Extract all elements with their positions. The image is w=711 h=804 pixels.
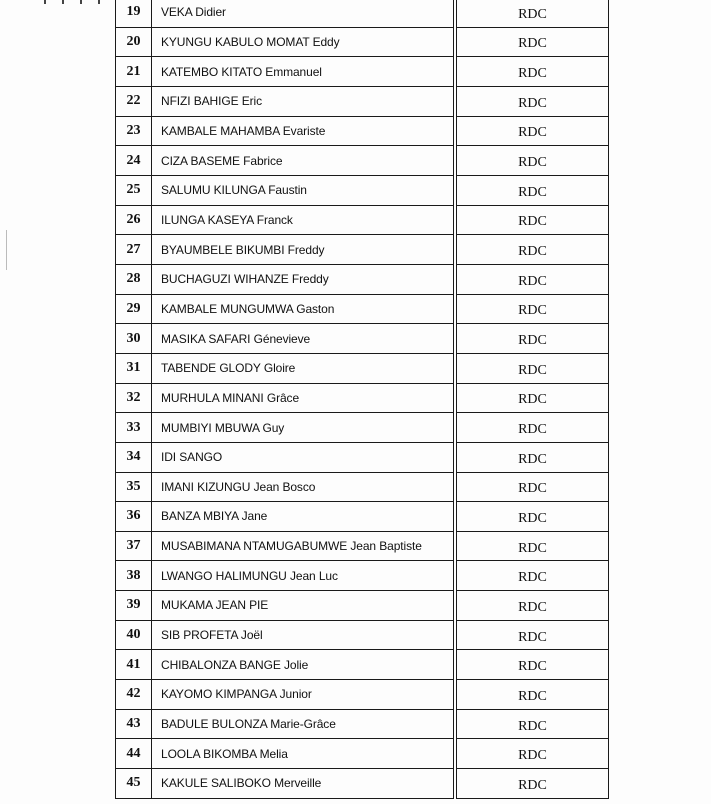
participant-name: IMANI KIZUNGU Jean Bosco <box>152 472 454 502</box>
participant-country-cell <box>457 769 609 799</box>
participant-country-cell <box>457 264 609 294</box>
participant-name: KAMBALE MAHAMBA Evariste <box>152 116 454 146</box>
table-row <box>116 27 609 57</box>
participant-name: TABENDE GLODY Gloire <box>152 353 454 383</box>
row-number: 26 <box>116 205 152 235</box>
participant-name: VEKA Didier <box>152 0 454 27</box>
participant-country-cell <box>457 0 609 27</box>
participant-country: RDC <box>518 748 547 764</box>
participant-country: RDC <box>518 214 547 230</box>
table-row <box>116 591 609 621</box>
participant-country-cell <box>457 650 609 680</box>
participant-country: RDC <box>518 333 547 349</box>
row-number: 36 <box>116 502 152 532</box>
table-row <box>116 235 609 265</box>
participant-country-cell <box>457 442 609 472</box>
participant-country-cell <box>457 205 609 235</box>
participant-name: BUCHAGUZI WIHANZE Freddy <box>152 264 454 294</box>
participant-country: RDC <box>518 155 547 171</box>
table-row <box>116 650 609 680</box>
participant-country-cell <box>457 353 609 383</box>
table-row <box>116 294 609 324</box>
participant-name: MUMBIYI MBUWA Guy <box>152 413 454 443</box>
row-number: 29 <box>116 294 152 324</box>
participant-country: RDC <box>518 688 547 704</box>
participant-name: KYUNGU KABULO MOMAT Eddy <box>152 27 454 57</box>
participant-country: RDC <box>518 362 547 378</box>
row-number: 27 <box>116 235 152 265</box>
table-row <box>116 116 609 146</box>
participant-country: RDC <box>518 184 547 200</box>
participant-country: RDC <box>518 244 547 260</box>
participant-country-cell <box>457 680 609 710</box>
participant-country-cell <box>457 413 609 443</box>
row-number: 34 <box>116 442 152 472</box>
participant-country-cell <box>457 709 609 739</box>
row-number: 44 <box>116 739 152 769</box>
row-number: 33 <box>116 413 152 443</box>
table-row <box>116 264 609 294</box>
row-number: 42 <box>116 680 152 710</box>
row-number: 25 <box>116 175 152 205</box>
participant-country-cell <box>457 235 609 265</box>
participant-country-cell <box>457 383 609 413</box>
participant-country-cell <box>457 502 609 532</box>
participant-country: RDC <box>518 66 547 82</box>
participant-country: RDC <box>518 125 547 141</box>
participant-name: MUSABIMANA NTAMUGABUMWE Jean Baptiste <box>152 531 454 561</box>
participant-country-cell <box>457 27 609 57</box>
row-number: 19 <box>116 0 152 27</box>
table-row <box>116 0 609 27</box>
participant-country-cell <box>457 739 609 769</box>
participant-name: CIZA BASEME Fabrice <box>152 146 454 176</box>
row-number: 24 <box>116 146 152 176</box>
table-row <box>116 175 609 205</box>
participant-country: RDC <box>518 36 547 52</box>
participant-country: RDC <box>518 303 547 319</box>
row-number: 20 <box>116 27 152 57</box>
row-number: 41 <box>116 650 152 680</box>
participant-country-cell <box>457 531 609 561</box>
participant-country: RDC <box>518 599 547 615</box>
row-number: 23 <box>116 116 152 146</box>
participant-country: RDC <box>518 659 547 675</box>
table-row <box>116 442 609 472</box>
participant-country-cell <box>457 146 609 176</box>
row-number: 30 <box>116 324 152 354</box>
row-number: 37 <box>116 531 152 561</box>
scan-artifact <box>40 0 120 6</box>
table-row <box>116 502 609 532</box>
participant-name: MASIKA SAFARI Génevieve <box>152 324 454 354</box>
row-number: 38 <box>116 561 152 591</box>
participant-country-cell <box>457 86 609 116</box>
table-row <box>116 739 609 769</box>
participant-name: KATEMBO KITATO Emmanuel <box>152 57 454 87</box>
participant-country: RDC <box>518 273 547 289</box>
row-number: 35 <box>116 472 152 502</box>
participant-name: BANZA MBIYA Jane <box>152 502 454 532</box>
row-number: 45 <box>116 769 152 799</box>
row-number: 28 <box>116 264 152 294</box>
participant-country: RDC <box>518 422 547 438</box>
participant-country-cell <box>457 324 609 354</box>
participant-country-cell <box>457 620 609 650</box>
table-row <box>116 146 609 176</box>
participants-table-body <box>116 0 609 798</box>
participant-name: NFIZI BAHIGE Eric <box>152 86 454 116</box>
table-row <box>116 383 609 413</box>
participant-name: SALUMU KILUNGA Faustin <box>152 175 454 205</box>
participant-name: ILUNGA KASEYA Franck <box>152 205 454 235</box>
table-row <box>116 413 609 443</box>
row-number: 39 <box>116 591 152 621</box>
row-number: 22 <box>116 86 152 116</box>
row-number: 31 <box>116 353 152 383</box>
participant-name: BYAUMBELE BIKUMBI Freddy <box>152 235 454 265</box>
row-number: 21 <box>116 57 152 87</box>
participant-country-cell <box>457 561 609 591</box>
participant-country: RDC <box>518 392 547 408</box>
participant-name: SIB PROFETA Joël <box>152 620 454 650</box>
participants-table <box>115 0 609 799</box>
participant-name: LWANGO HALIMUNGU Jean Luc <box>152 561 454 591</box>
table-row <box>116 680 609 710</box>
participant-name: KAYOMO KIMPANGA Junior <box>152 680 454 710</box>
participant-country-cell <box>457 591 609 621</box>
participant-name: KAMBALE MUNGUMWA Gaston <box>152 294 454 324</box>
table-row <box>116 57 609 87</box>
participant-name: IDI SANGO <box>152 442 454 472</box>
participant-country: RDC <box>518 777 547 793</box>
participant-name: LOOLA BIKOMBA Melia <box>152 739 454 769</box>
participant-country: RDC <box>518 95 547 111</box>
participant-country-cell <box>457 472 609 502</box>
participant-country: RDC <box>518 510 547 526</box>
participant-name: CHIBALONZA BANGE Jolie <box>152 650 454 680</box>
participant-country: RDC <box>518 570 547 586</box>
participant-name: MUKAMA JEAN PIE <box>152 591 454 621</box>
row-number: 40 <box>116 620 152 650</box>
participant-name: BADULE BULONZA Marie-Grâce <box>152 709 454 739</box>
table-row <box>116 709 609 739</box>
table-row <box>116 324 609 354</box>
participant-country: RDC <box>518 629 547 645</box>
table-row <box>116 561 609 591</box>
participant-name: KAKULE SALIBOKO Merveille <box>152 769 454 799</box>
participant-country: RDC <box>518 540 547 556</box>
participant-country: RDC <box>518 6 547 22</box>
participant-country: RDC <box>518 451 547 467</box>
participant-country: RDC <box>518 718 547 734</box>
table-row <box>116 531 609 561</box>
participant-country-cell <box>457 57 609 87</box>
table-row <box>116 620 609 650</box>
participant-name: MURHULA MINANI Grâce <box>152 383 454 413</box>
participant-country-cell <box>457 116 609 146</box>
table-row <box>116 472 609 502</box>
table-row <box>116 86 609 116</box>
participant-country-cell <box>457 175 609 205</box>
table-row <box>116 205 609 235</box>
scan-edge-artifact <box>6 230 7 270</box>
table-row <box>116 353 609 383</box>
row-number: 32 <box>116 383 152 413</box>
table-row <box>116 769 609 799</box>
participant-country: RDC <box>518 481 547 497</box>
participant-country-cell <box>457 294 609 324</box>
row-number: 43 <box>116 709 152 739</box>
